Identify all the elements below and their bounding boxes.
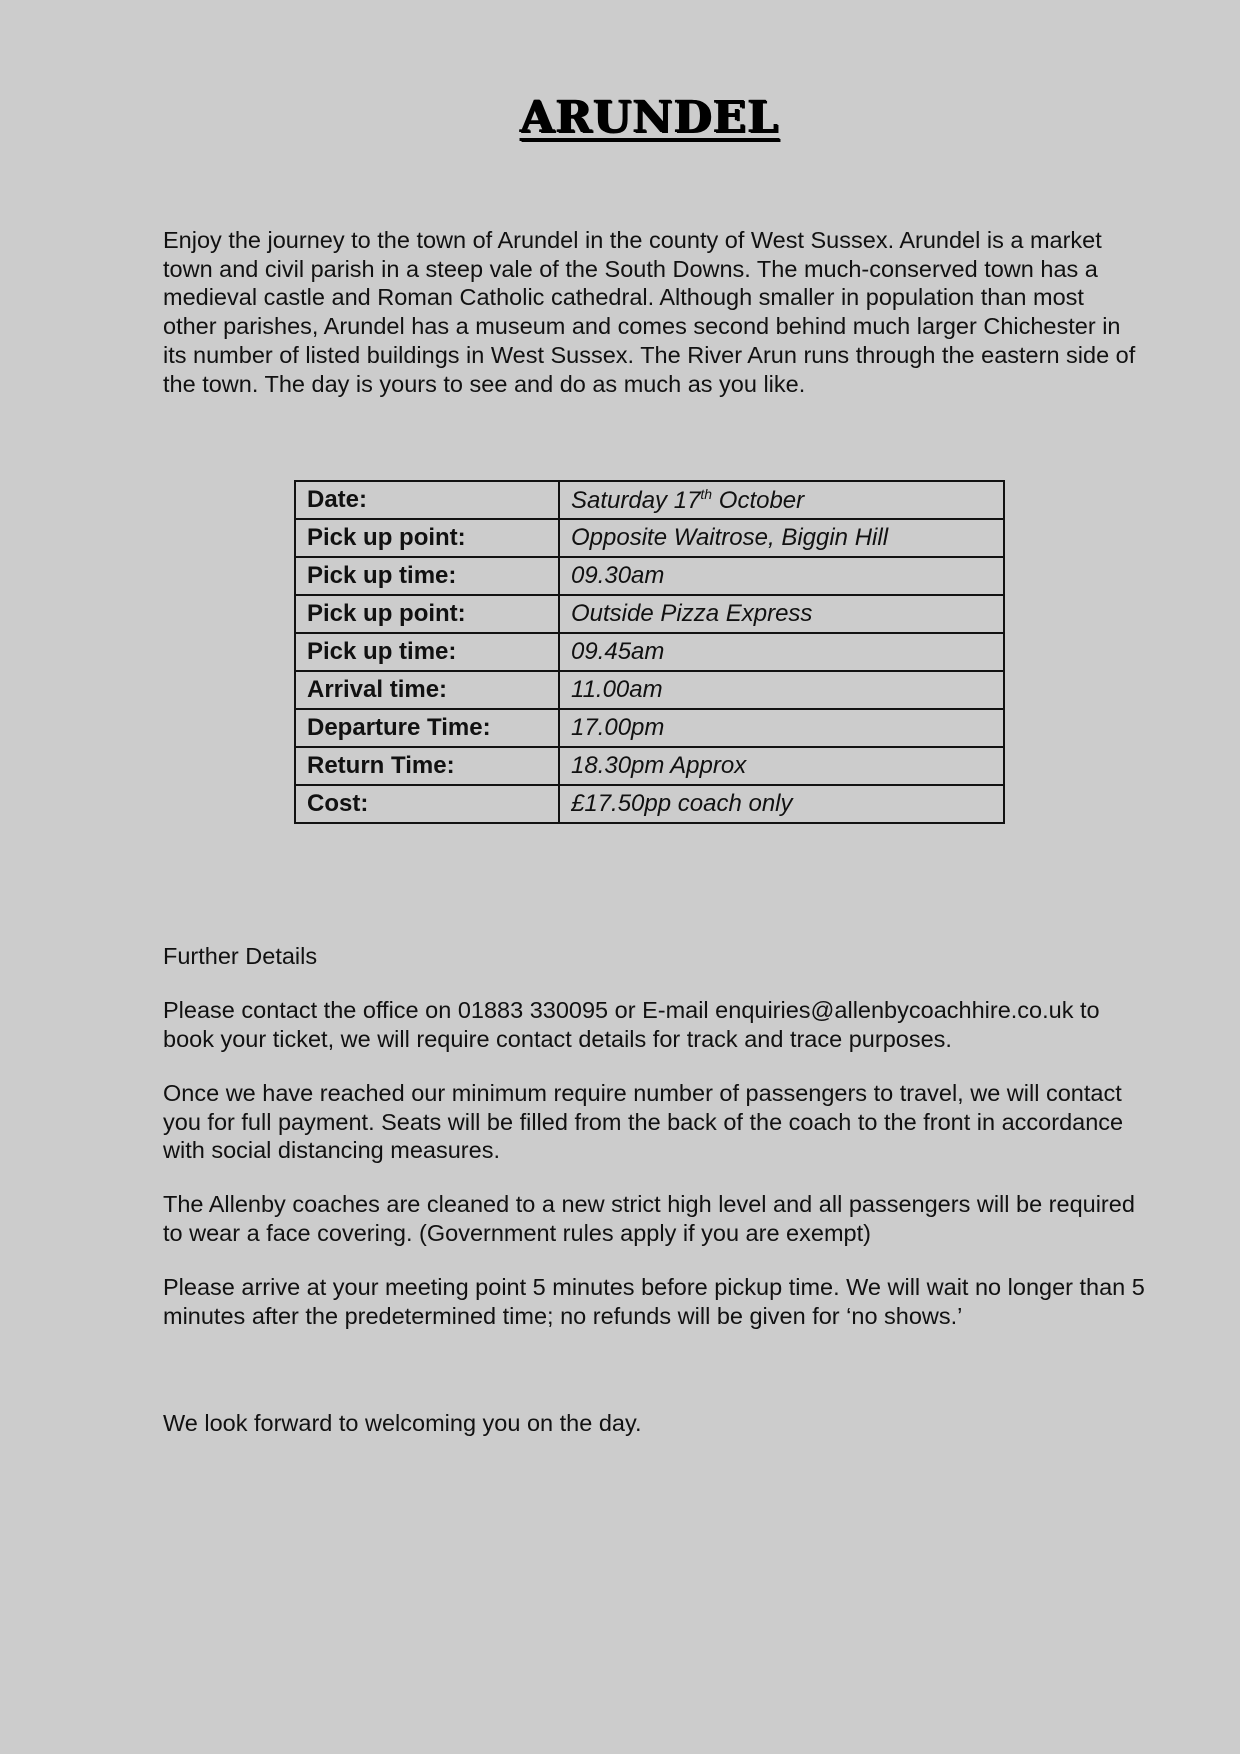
pickup-point-label: Pick up point: bbox=[295, 595, 559, 633]
pickup-time-value: 09.30am bbox=[559, 557, 1004, 595]
table-row bbox=[295, 557, 1004, 595]
pickup-time-value: 09.45am bbox=[559, 633, 1004, 671]
arrival-paragraph: Please arrive at your meeting point 5 minutes before pickup time. We will wait no longer than 5 minutes after the predetermined time; no refunds will be given for ‘no shows.’ bbox=[163, 1274, 1145, 1329]
further-details-heading: Further Details bbox=[163, 943, 318, 969]
cost-label: Cost: bbox=[295, 785, 559, 823]
arrival-time-value: 11.00am bbox=[559, 671, 1004, 709]
pickup-point-label: Pick up point: bbox=[295, 519, 559, 557]
table-row bbox=[295, 671, 1004, 709]
table-row bbox=[295, 633, 1004, 671]
table-row bbox=[295, 785, 1004, 823]
date-value bbox=[559, 481, 1004, 519]
pickup-point-value: Outside Pizza Express bbox=[559, 595, 1004, 633]
return-time-label: Return Time: bbox=[295, 747, 559, 785]
cleaning-paragraph: The Allenby coaches are cleaned to a new strict high level and all passengers will be required to wear a face covering. (Government rules apply if you are exempt) bbox=[163, 1191, 1135, 1246]
pickup-point-value: Opposite Waitrose, Biggin Hill bbox=[559, 519, 1004, 557]
table-row bbox=[295, 747, 1004, 785]
date-month: October bbox=[712, 486, 805, 514]
closing-line: We look forward to welcoming you on the day. bbox=[163, 1410, 642, 1436]
cost-value: £17.50pp coach only bbox=[559, 785, 1004, 823]
contact-paragraph: Please contact the office on 01883 330095 or E-mail enquiries@allenbycoachhire.co.uk to book your ticket, we will require contact details for track and trace purposes. bbox=[163, 997, 1100, 1052]
page-title: ARUNDEL bbox=[520, 92, 780, 143]
return-time-value: 18.30pm Approx bbox=[559, 747, 1004, 785]
pickup-time-label: Pick up time: bbox=[295, 633, 559, 671]
trip-details-table bbox=[294, 480, 1005, 824]
table-row bbox=[295, 519, 1004, 557]
date-label: Date: bbox=[295, 481, 559, 519]
date-ordinal: th bbox=[700, 485, 713, 502]
departure-time-value: 17.00pm bbox=[559, 709, 1004, 747]
pickup-time-label: Pick up time: bbox=[295, 557, 559, 595]
intro-paragraph: Enjoy the journey to the town of Arundel in the county of West Sussex. Arundel is a market town and civil parish in a steep vale of the South Downs. The much-conserved town has a medieval castle and Roman Catholic cathedral. Although smaller in population than most other parishes, Arundel has a museum and comes second behind much larger Chichester in its number of listed buildings in West Sussex. The River Arun runs through the eastern side of the town. The day is yours to see and do as much as you like. bbox=[163, 227, 1136, 397]
departure-time-label: Departure Time: bbox=[295, 709, 559, 747]
table-row bbox=[295, 595, 1004, 633]
table-row bbox=[295, 481, 1004, 519]
table-row bbox=[295, 709, 1004, 747]
arrival-time-label: Arrival time: bbox=[295, 671, 559, 709]
payment-paragraph: Once we have reached our minimum require number of passengers to travel, we will contact you for full payment. Seats will be filled from the back of the coach to the front in accordance with social distancing measures. bbox=[163, 1080, 1124, 1163]
date-day: Saturday 17 bbox=[571, 486, 701, 514]
